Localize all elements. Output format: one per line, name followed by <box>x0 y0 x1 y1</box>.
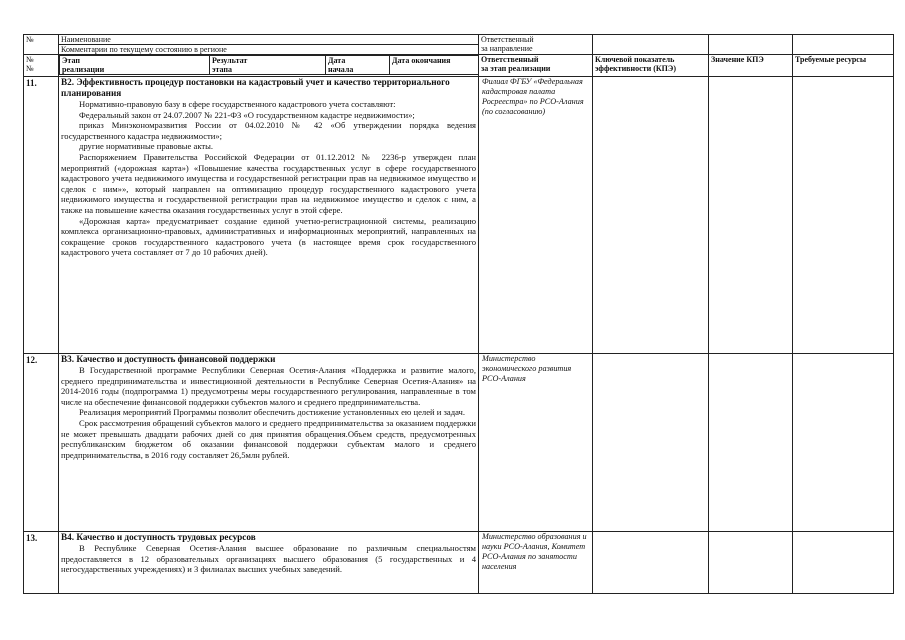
row-content <box>59 532 479 594</box>
paragraph: Срок рассмотрения обращений субъектов малого и среднего предпринимательства за оказанием поддержки не может превышать двадцати рабочих дней со дня принятия обращения.Объем средств, предусмотренных республиканским бюджетом об оказании финансовой поддержки субъектам малого и среднего предпринимательства, в 2016 году составляет 26,5млн рублей. <box>61 417 476 460</box>
row-number: 11. <box>24 77 59 354</box>
header-stage-cell <box>59 55 479 77</box>
header-result: Результат этапа <box>210 56 326 75</box>
header-name: Наименование <box>59 35 478 45</box>
kpi-value-cell <box>709 77 793 354</box>
header-blank-1 <box>593 35 709 55</box>
section-title: В3. Качество и доступность финансовой поддержки <box>61 354 276 364</box>
header-responsible-direction: Ответственный за направление <box>479 35 593 55</box>
kpi-value-cell <box>709 354 793 532</box>
header-date-start: Дата начала <box>326 56 390 75</box>
paragraph: Распоряжением Правительства Российской Федерации от 01.12.2012 № 2236-р утвержден план мероприятий («дорожная карта») «Повышение качества государственных услуг в сфере государственного кадастрового учета недвижимого имущества и государственной регистрации прав на недвижимое имущество и сделок с ним»», который направлен на оптимизацию процедур государственного кадастрового учета недвижимого имущества и государственной регистрации прав на недвижимое имущество и сделок с ним, а также на повышение качества оказания государственных услуг в этой сфере. <box>61 151 476 215</box>
header-blank-3 <box>793 35 894 55</box>
table-row <box>24 77 894 354</box>
kpi-cell <box>593 354 709 532</box>
resources-cell <box>793 77 894 354</box>
header-stage: Этап реализации <box>60 56 210 75</box>
resources-cell <box>793 354 894 532</box>
header-kpi: Ключевой показатель эффективности (КПЭ) <box>593 55 709 77</box>
paragraph: В Республике Северная Осетия-Алания высшее образование по различным специальностям предоставляется в 12 образовательных организациях высшего образования (5 государственных и 4 негосударственных учреждениях) и 3 филиалах высших учебных заведений. <box>61 543 476 575</box>
paragraph: приказ Минэкономразвития России от 04.02.2010 № 42 «Об утверждении порядка ведения государственного кадастра недвижимости»; <box>61 120 476 141</box>
header-resources: Требуемые ресурсы <box>793 55 894 77</box>
row-content <box>59 354 479 532</box>
header-name-cell <box>59 35 479 55</box>
resources-cell <box>793 532 894 594</box>
table-row <box>24 354 894 532</box>
paragraph: Федеральный закон от 24.07.2007 № 221-ФЗ «О государственном кадастре недвижимости»; <box>79 109 415 120</box>
kpi-value-cell <box>709 532 793 594</box>
row-number: 12. <box>24 354 59 532</box>
header-no: № <box>24 35 59 55</box>
responsible-cell: Филиал ФГБУ «Федеральная кадастровая палата Росреестра» по РСО-Алания (по согласованию) <box>479 77 593 354</box>
paragraph: другие нормативные правовые акты. <box>79 141 214 152</box>
document-page <box>23 34 893 606</box>
row-content <box>59 77 479 354</box>
header-stage-subtable <box>59 55 478 75</box>
responsible-cell: Министерство экономического развития РСО-Алания <box>479 354 593 532</box>
kpi-cell <box>593 532 709 594</box>
table-row <box>24 532 894 594</box>
header-blank-2 <box>709 35 793 55</box>
header-responsible-stage: Ответственный за этап реализации <box>479 55 593 77</box>
header-row-2 <box>24 55 894 77</box>
paragraph: «Дорожная карта» предусматривает создание единой учетно-регистрационной системы, реализацию комплекса организационно-правовых, административных и информационных мероприятий, направленных на сокращение сроков государственного кадастрового учета (в настоящее время срок государственного кадастрового учета составляет от 7 до 10 рабочих дней). <box>61 215 476 258</box>
header-kpi-value: Значение КПЭ <box>709 55 793 77</box>
section-title: В4. Качество и доступность трудовых ресурсов <box>61 532 256 542</box>
paragraph: Нормативно-правовую базу в сфере государственного кадастрового учета составляют: <box>79 99 396 109</box>
plan-table <box>23 34 894 594</box>
paragraph: Реализация мероприятий Программы позволит обеспечить достижение установленных ею целей и задач. <box>79 407 466 418</box>
section-title: В2. Эффективность процедур постановки на кадастровый учет и качество территориального планирования <box>61 77 450 98</box>
row-number: 13. <box>24 532 59 594</box>
paragraph: В Государственной программе Республики Северная Осетия-Алания «Поддержка и развитие малого, среднего предпринимательства и инвестиционной деятельности в Республике Северная Осетия-Алания» на 2014-2016 годы (подпрограмма 1) предусмотрены меры государственного регулирования, направленные в том числе на обеспечение финансовой поддержки субъектов малого и среднего предпринимательства. <box>61 365 476 407</box>
responsible-cell: Министерство образования и науки РСО-Алания, Комитет РСО-Алания по занятости населения <box>479 532 593 594</box>
header-sub-no: № № <box>24 55 59 77</box>
kpi-cell <box>593 77 709 354</box>
header-comment: Комментарии по текущему состоянию в регионе <box>61 45 227 54</box>
header-row-1 <box>24 35 894 55</box>
header-date-end: Дата окончания <box>390 56 479 75</box>
